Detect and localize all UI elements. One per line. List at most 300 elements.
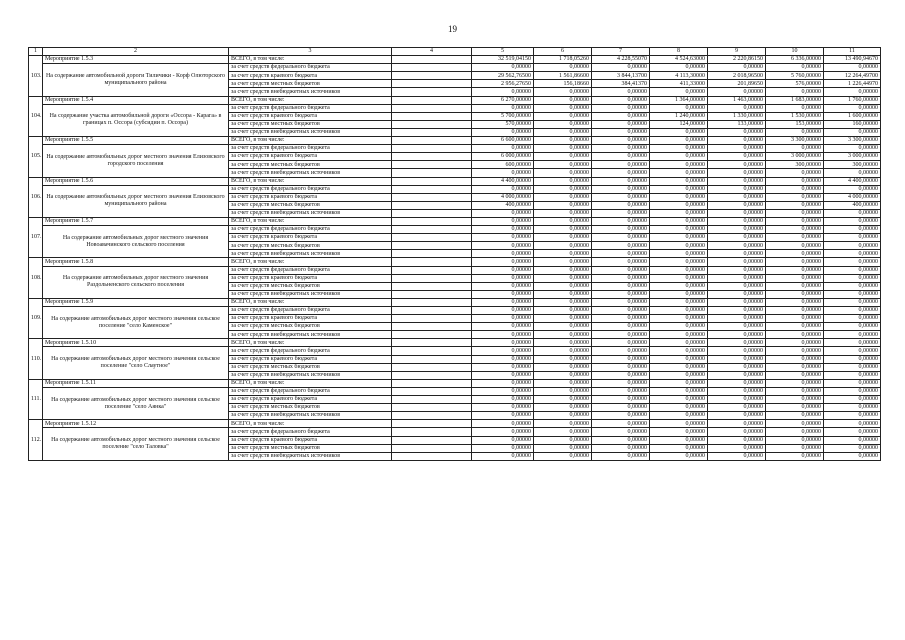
amount-cell: 0,00000 <box>766 363 824 371</box>
amount-cell: 0,00000 <box>766 282 824 290</box>
amount-cell: 400,00000 <box>824 201 881 209</box>
amount-cell: 0,00000 <box>472 234 534 242</box>
amount-cell: 0,00000 <box>650 217 708 225</box>
amount-cell: 0,00000 <box>592 242 650 250</box>
amount-cell: 0,00000 <box>592 339 650 347</box>
amount-cell: 4 400,00000 <box>824 177 881 185</box>
amount-cell: 0,00000 <box>592 412 650 420</box>
amount-cell: 0,00000 <box>534 436 592 444</box>
amount-cell: 0,00000 <box>766 331 824 339</box>
amount-cell: 0,00000 <box>592 266 650 274</box>
empty-cell <box>392 242 472 250</box>
amount-cell: 6 270,00000 <box>472 96 534 104</box>
amount-cell: 0,00000 <box>708 298 766 306</box>
table-row <box>29 177 881 185</box>
table-row <box>29 104 881 112</box>
amount-cell: 0,00000 <box>708 315 766 323</box>
amount-cell: 0,00000 <box>592 387 650 395</box>
amount-cell: 0,00000 <box>534 209 592 217</box>
amount-cell: 0,00000 <box>472 387 534 395</box>
amount-cell: 0,00000 <box>592 153 650 161</box>
amount-cell: 29 562,76500 <box>472 72 534 80</box>
amount-cell: 0,00000 <box>766 404 824 412</box>
amount-cell: 0,00000 <box>766 315 824 323</box>
amount-cell: 1 330,00000 <box>708 112 766 120</box>
amount-cell: 0,00000 <box>650 201 708 209</box>
column-header: 8 <box>650 48 708 56</box>
row-number: 109. <box>29 298 43 338</box>
amount-cell: 0,00000 <box>708 412 766 420</box>
amount-cell: 0,00000 <box>824 104 881 112</box>
amount-cell: 0,00000 <box>824 282 881 290</box>
funding-source: за счет средств федерального бюджета <box>229 226 392 234</box>
amount-cell: 0,00000 <box>650 428 708 436</box>
event-label: Мероприятие 1.5.9 <box>43 298 229 306</box>
funding-source: за счет средств федерального бюджета <box>229 307 392 315</box>
empty-cell <box>392 331 472 339</box>
funding-source: за счет средств внебюджетных источников <box>229 331 392 339</box>
amount-cell: 0,00000 <box>592 363 650 371</box>
amount-cell: 0,00000 <box>766 298 824 306</box>
amount-cell: 0,00000 <box>534 112 592 120</box>
amount-cell: 0,00000 <box>534 363 592 371</box>
funding-source: за счет средств федерального бюджета <box>229 64 392 72</box>
column-header: 7 <box>592 48 650 56</box>
amount-cell: 0,00000 <box>824 274 881 282</box>
funding-source: ВСЕГО, в том числе: <box>229 177 392 185</box>
funding-source: за счет средств местных бюджетов <box>229 444 392 452</box>
amount-cell: 0,00000 <box>534 387 592 395</box>
empty-cell <box>392 387 472 395</box>
amount-cell: 0,00000 <box>534 185 592 193</box>
amount-cell: 0,00000 <box>534 452 592 460</box>
event-label: Мероприятие 1.5.8 <box>43 258 229 266</box>
amount-cell: 0,00000 <box>534 250 592 258</box>
event-label: Мероприятие 1.5.3 <box>43 56 229 64</box>
amount-cell: 0,00000 <box>650 161 708 169</box>
amount-cell: 0,00000 <box>766 452 824 460</box>
amount-cell: 0,00000 <box>766 387 824 395</box>
amount-cell: 0,00000 <box>534 396 592 404</box>
funding-source: за счет средств федерального бюджета <box>229 185 392 193</box>
amount-cell: 0,00000 <box>650 282 708 290</box>
funding-source: за счет средств внебюджетных источников <box>229 128 392 136</box>
amount-cell: 0,00000 <box>472 347 534 355</box>
amount-cell: 0,00000 <box>592 177 650 185</box>
amount-cell: 156,18660 <box>534 80 592 88</box>
table-row <box>29 258 881 266</box>
funding-source: за счет средств внебюджетных источников <box>229 290 392 298</box>
amount-cell: 0,00000 <box>650 242 708 250</box>
amount-cell: 0,00000 <box>708 250 766 258</box>
empty-cell <box>392 80 472 88</box>
table-row <box>29 226 881 234</box>
amount-cell: 0,00000 <box>824 242 881 250</box>
amount-cell: 0,00000 <box>592 250 650 258</box>
amount-cell: 0,00000 <box>824 363 881 371</box>
amount-cell: 0,00000 <box>650 88 708 96</box>
amount-cell: 0,00000 <box>650 379 708 387</box>
amount-cell: 0,00000 <box>824 371 881 379</box>
event-description: На содержание автомобильных дорог местного значения Елизовского муниципального района <box>43 185 229 217</box>
table-row <box>29 307 881 315</box>
column-header: 2 <box>43 48 229 56</box>
amount-cell: 0,00000 <box>472 379 534 387</box>
amount-cell: 0,00000 <box>766 339 824 347</box>
funding-source: за счет средств краевого бюджета <box>229 112 392 120</box>
amount-cell: 0,00000 <box>592 128 650 136</box>
empty-cell <box>392 428 472 436</box>
amount-cell: 0,00000 <box>708 307 766 315</box>
row-number: 103. <box>29 56 43 96</box>
amount-cell: 32 519,04150 <box>472 56 534 64</box>
table-row <box>29 347 881 355</box>
amount-cell: 0,00000 <box>534 217 592 225</box>
empty-cell <box>392 161 472 169</box>
amount-cell: 0,00000 <box>650 371 708 379</box>
empty-cell <box>392 217 472 225</box>
funding-source: за счет средств внебюджетных источников <box>229 209 392 217</box>
amount-cell: 0,00000 <box>708 258 766 266</box>
amount-cell: 0,00000 <box>766 201 824 209</box>
amount-cell: 0,00000 <box>592 145 650 153</box>
column-header: 4 <box>392 48 472 56</box>
event-description: На содержание автомобильной дороги Тиличики - Корф Олюторского муниципального района <box>43 64 229 96</box>
amount-cell: 0,00000 <box>766 355 824 363</box>
amount-cell: 0,00000 <box>766 169 824 177</box>
funding-source: за счет средств федерального бюджета <box>229 266 392 274</box>
amount-cell: 0,00000 <box>708 137 766 145</box>
amount-cell: 0,00000 <box>592 137 650 145</box>
empty-cell <box>392 137 472 145</box>
amount-cell: 0,00000 <box>472 185 534 193</box>
amount-cell: 3 000,00000 <box>766 153 824 161</box>
empty-cell <box>392 290 472 298</box>
amount-cell: 0,00000 <box>472 258 534 266</box>
amount-cell: 0,00000 <box>650 128 708 136</box>
empty-cell <box>392 88 472 96</box>
amount-cell: 0,00000 <box>650 153 708 161</box>
amount-cell: 0,00000 <box>708 234 766 242</box>
amount-cell: 0,00000 <box>472 217 534 225</box>
table-row <box>29 428 881 436</box>
amount-cell: 0,00000 <box>592 420 650 428</box>
amount-cell: 4 524,63000 <box>650 56 708 64</box>
amount-cell: 0,00000 <box>650 226 708 234</box>
amount-cell: 0,00000 <box>824 217 881 225</box>
empty-cell <box>392 266 472 274</box>
amount-cell: 5 760,00000 <box>766 72 824 80</box>
amount-cell: 0,00000 <box>708 201 766 209</box>
amount-cell: 0,00000 <box>766 104 824 112</box>
amount-cell: 0,00000 <box>650 250 708 258</box>
event-description: На содержание автомобильных дорог местного значения сельское поселение "село Аянка" <box>43 387 229 419</box>
amount-cell: 0,00000 <box>708 242 766 250</box>
column-header: 3 <box>229 48 392 56</box>
amount-cell: 4 113,30000 <box>650 72 708 80</box>
amount-cell: 0,00000 <box>592 226 650 234</box>
amount-cell: 0,00000 <box>708 153 766 161</box>
empty-cell <box>392 298 472 306</box>
amount-cell: 0,00000 <box>824 404 881 412</box>
amount-cell: 0,00000 <box>650 452 708 460</box>
amount-cell: 0,00000 <box>534 177 592 185</box>
funding-source: за счет средств федерального бюджета <box>229 387 392 395</box>
amount-cell: 0,00000 <box>766 436 824 444</box>
column-header: 9 <box>708 48 766 56</box>
amount-cell: 0,00000 <box>650 404 708 412</box>
amount-cell: 0,00000 <box>766 323 824 331</box>
amount-cell: 0,00000 <box>824 420 881 428</box>
amount-cell: 0,00000 <box>534 145 592 153</box>
amount-cell: 0,00000 <box>824 396 881 404</box>
amount-cell: 0,00000 <box>472 266 534 274</box>
amount-cell: 0,00000 <box>766 128 824 136</box>
amount-cell: 0,00000 <box>592 209 650 217</box>
amount-cell: 0,00000 <box>592 298 650 306</box>
empty-cell <box>392 250 472 258</box>
amount-cell: 201,89650 <box>708 80 766 88</box>
amount-cell: 0,00000 <box>650 396 708 404</box>
empty-cell <box>392 201 472 209</box>
amount-cell: 0,00000 <box>708 266 766 274</box>
empty-cell <box>392 420 472 428</box>
amount-cell: 0,00000 <box>766 379 824 387</box>
amount-cell: 0,00000 <box>534 428 592 436</box>
amount-cell: 0,00000 <box>534 339 592 347</box>
amount-cell: 0,00000 <box>650 193 708 201</box>
empty-cell <box>392 120 472 128</box>
amount-cell: 0,00000 <box>708 209 766 217</box>
amount-cell: 300,00000 <box>824 161 881 169</box>
amount-cell: 0,00000 <box>472 420 534 428</box>
amount-cell: 0,00000 <box>824 298 881 306</box>
funding-source: за счет средств федерального бюджета <box>229 347 392 355</box>
amount-cell: 0,00000 <box>592 96 650 104</box>
amount-cell: 0,00000 <box>766 64 824 72</box>
amount-cell: 0,00000 <box>472 331 534 339</box>
amount-cell: 0,00000 <box>472 64 534 72</box>
amount-cell: 0,00000 <box>766 177 824 185</box>
amount-cell: 384,41370 <box>592 80 650 88</box>
amount-cell: 0,00000 <box>708 177 766 185</box>
amount-cell: 0,00000 <box>650 315 708 323</box>
amount-cell: 0,00000 <box>766 217 824 225</box>
table-row <box>29 185 881 193</box>
empty-cell <box>392 274 472 282</box>
amount-cell: 0,00000 <box>650 339 708 347</box>
amount-cell: 0,00000 <box>824 88 881 96</box>
amount-cell: 0,00000 <box>766 145 824 153</box>
amount-cell: 0,00000 <box>824 387 881 395</box>
amount-cell: 0,00000 <box>534 323 592 331</box>
empty-cell <box>392 412 472 420</box>
event-description: На содержание автомобильных дорог местного значения Елизовского городского поселения <box>43 145 229 177</box>
amount-cell: 0,00000 <box>592 193 650 201</box>
funding-source: ВСЕГО, в том числе: <box>229 298 392 306</box>
amount-cell: 0,00000 <box>534 120 592 128</box>
empty-cell <box>392 347 472 355</box>
amount-cell: 0,00000 <box>592 436 650 444</box>
table-row <box>29 298 881 306</box>
amount-cell: 0,00000 <box>472 444 534 452</box>
table-row <box>29 137 881 145</box>
amount-cell: 0,00000 <box>534 379 592 387</box>
empty-cell <box>392 404 472 412</box>
empty-cell <box>392 339 472 347</box>
amount-cell: 0,00000 <box>472 274 534 282</box>
amount-cell: 0,00000 <box>708 396 766 404</box>
amount-cell: 0,00000 <box>534 153 592 161</box>
amount-cell: 0,00000 <box>824 331 881 339</box>
amount-cell: 0,00000 <box>824 428 881 436</box>
amount-cell: 160,00000 <box>824 120 881 128</box>
amount-cell: 0,00000 <box>472 128 534 136</box>
amount-cell: 0,00000 <box>534 282 592 290</box>
amount-cell: 0,00000 <box>824 436 881 444</box>
amount-cell: 0,00000 <box>824 258 881 266</box>
amount-cell: 0,00000 <box>534 266 592 274</box>
event-description: На содержание автомобильных дорог местного значения Раздольненского сельского поселения <box>43 266 229 298</box>
table-row <box>29 266 881 274</box>
event-label: Мероприятие 1.5.5 <box>43 137 229 145</box>
amount-cell: 0,00000 <box>824 444 881 452</box>
empty-cell <box>392 145 472 153</box>
amount-cell: 153,00000 <box>766 120 824 128</box>
funding-source: ВСЕГО, в том числе: <box>229 258 392 266</box>
amount-cell: 1 561,86600 <box>534 72 592 80</box>
amount-cell: 1 463,00000 <box>708 96 766 104</box>
amount-cell: 0,00000 <box>534 298 592 306</box>
amount-cell: 0,00000 <box>534 444 592 452</box>
amount-cell: 0,00000 <box>708 339 766 347</box>
funding-source: за счет средств краевого бюджета <box>229 274 392 282</box>
budget-table <box>28 47 881 461</box>
amount-cell: 0,00000 <box>650 290 708 298</box>
funding-source: за счет средств краевого бюджета <box>229 315 392 323</box>
amount-cell: 5 700,00000 <box>472 112 534 120</box>
amount-cell: 0,00000 <box>592 169 650 177</box>
event-label: Мероприятие 1.5.4 <box>43 96 229 104</box>
amount-cell: 0,00000 <box>592 404 650 412</box>
table-row <box>29 379 881 387</box>
amount-cell: 1 530,00000 <box>766 112 824 120</box>
funding-source: за счет средств краевого бюджета <box>229 355 392 363</box>
amount-cell: 0,00000 <box>592 371 650 379</box>
amount-cell: 0,00000 <box>534 201 592 209</box>
event-description: На содержание автомобильных дорог местного значения сельское поселение "село Таловка" <box>43 428 229 460</box>
amount-cell: 0,00000 <box>766 396 824 404</box>
amount-cell: 3 844,13700 <box>592 72 650 80</box>
amount-cell: 6 000,00000 <box>472 153 534 161</box>
amount-cell: 0,00000 <box>472 298 534 306</box>
amount-cell: 0,00000 <box>708 145 766 153</box>
amount-cell: 0,00000 <box>472 436 534 444</box>
amount-cell: 0,00000 <box>708 88 766 96</box>
amount-cell: 0,00000 <box>824 169 881 177</box>
row-number: 104. <box>29 96 43 136</box>
empty-cell <box>392 315 472 323</box>
amount-cell: 0,00000 <box>650 355 708 363</box>
amount-cell: 0,00000 <box>650 169 708 177</box>
amount-cell: 0,00000 <box>766 226 824 234</box>
amount-cell: 0,00000 <box>766 88 824 96</box>
table-row <box>29 420 881 428</box>
amount-cell: 0,00000 <box>708 185 766 193</box>
amount-cell: 4 228,55070 <box>592 56 650 64</box>
empty-cell <box>392 282 472 290</box>
row-number: 108. <box>29 258 43 298</box>
amount-cell: 0,00000 <box>766 258 824 266</box>
amount-cell: 0,00000 <box>650 387 708 395</box>
empty-cell <box>392 323 472 331</box>
amount-cell: 0,00000 <box>650 420 708 428</box>
amount-cell: 0,00000 <box>650 64 708 72</box>
amount-cell: 0,00000 <box>708 420 766 428</box>
amount-cell: 0,00000 <box>472 323 534 331</box>
funding-source: за счет средств внебюджетных источников <box>229 412 392 420</box>
amount-cell: 600,00000 <box>472 161 534 169</box>
amount-cell: 0,00000 <box>708 128 766 136</box>
amount-cell: 0,00000 <box>708 104 766 112</box>
funding-source: за счет средств местных бюджетов <box>229 161 392 169</box>
amount-cell: 0,00000 <box>708 444 766 452</box>
funding-source: ВСЕГО, в том числе: <box>229 56 392 64</box>
amount-cell: 0,00000 <box>708 428 766 436</box>
amount-cell: 0,00000 <box>650 185 708 193</box>
empty-cell <box>392 234 472 242</box>
amount-cell: 0,00000 <box>708 161 766 169</box>
amount-cell: 0,00000 <box>592 452 650 460</box>
funding-source: ВСЕГО, в том числе: <box>229 339 392 347</box>
amount-cell: 0,00000 <box>534 226 592 234</box>
event-description: На содержание автомобильных дорог местного значения сельское поселение "село Каменское" <box>43 307 229 339</box>
amount-cell: 0,00000 <box>708 217 766 225</box>
amount-cell: 0,00000 <box>592 120 650 128</box>
amount-cell: 0,00000 <box>824 307 881 315</box>
funding-source: за счет средств местных бюджетов <box>229 120 392 128</box>
amount-cell: 0,00000 <box>824 339 881 347</box>
amount-cell: 0,00000 <box>766 185 824 193</box>
amount-cell: 0,00000 <box>766 209 824 217</box>
empty-cell <box>392 193 472 201</box>
empty-cell <box>392 355 472 363</box>
amount-cell: 0,00000 <box>472 363 534 371</box>
amount-cell: 0,00000 <box>472 169 534 177</box>
amount-cell: 0,00000 <box>824 209 881 217</box>
empty-cell <box>392 444 472 452</box>
amount-cell: 0,00000 <box>592 274 650 282</box>
row-number: 105. <box>29 137 43 177</box>
amount-cell: 1 240,00000 <box>650 112 708 120</box>
row-number: 107. <box>29 217 43 257</box>
amount-cell: 0,00000 <box>534 274 592 282</box>
amount-cell: 0,00000 <box>472 88 534 96</box>
amount-cell: 0,00000 <box>592 258 650 266</box>
table-row <box>29 96 881 104</box>
amount-cell: 0,00000 <box>534 169 592 177</box>
amount-cell: 0,00000 <box>824 64 881 72</box>
amount-cell: 0,00000 <box>534 193 592 201</box>
amount-cell: 0,00000 <box>766 412 824 420</box>
amount-cell: 0,00000 <box>534 290 592 298</box>
amount-cell: 0,00000 <box>534 347 592 355</box>
funding-source: ВСЕГО, в том числе: <box>229 137 392 145</box>
amount-cell: 0,00000 <box>650 363 708 371</box>
amount-cell: 0,00000 <box>650 274 708 282</box>
amount-cell: 0,00000 <box>592 185 650 193</box>
amount-cell: 0,00000 <box>534 88 592 96</box>
